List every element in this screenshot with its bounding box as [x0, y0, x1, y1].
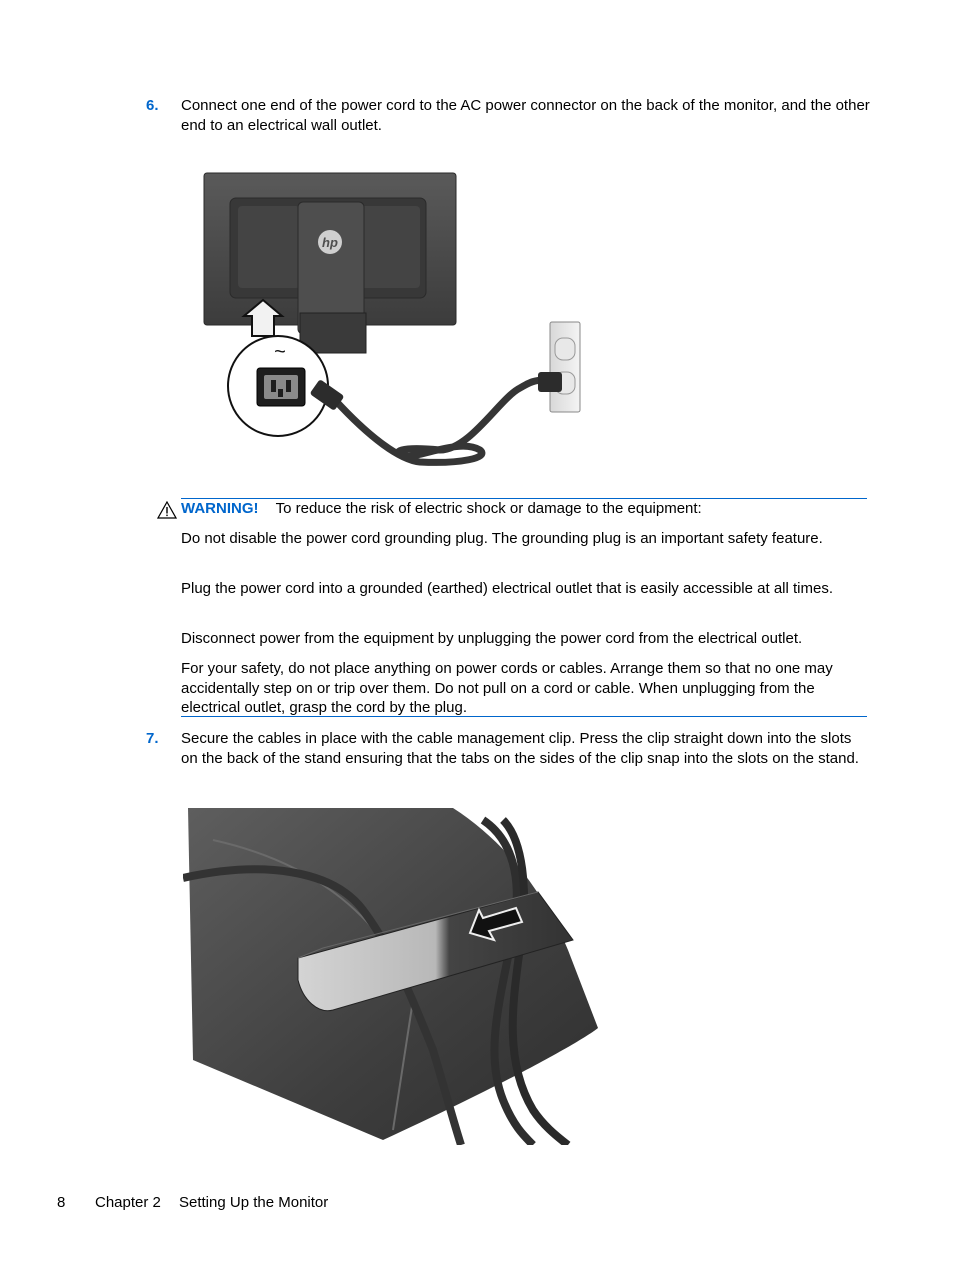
warning-bottom-rule — [181, 716, 867, 717]
monitor-power-figure — [200, 168, 590, 473]
warning-icon — [157, 501, 177, 519]
step-7-text: Secure the cables in place with the cable management clip. Press the clip straight down into the slots on the back of the stand ensuring that the tabs on the sides of the clip snap into the slots on the stand. — [181, 730, 859, 767]
chapter-title: Setting Up the Monitor — [179, 1194, 329, 1211]
warning-item-1: Do not disable the power cord grounding plug. The grounding plug is an important safety feature. — [181, 530, 823, 547]
step-7-number: 7. — [146, 730, 159, 747]
power-cord — [335, 380, 545, 462]
page-number: 8 — [57, 1194, 66, 1211]
wall-outlet — [550, 322, 580, 412]
step-6-number: 6. — [146, 97, 159, 114]
warning-heading — [181, 499, 702, 519]
warning-item-3: Disconnect power from the equipment by unplugging the power cord from the electrical outlet. — [181, 630, 803, 647]
warning-item-4: For your safety, do not place anything on power cords or cables. Arrange them so that no one may accidentally step on or trip over them. Do not pull on a cord or cable. When unplugging from the electrical outlet, grasp the cord by the plug. — [181, 660, 833, 716]
warning-intro: To reduce the risk of electric shock or damage to the equipment: — [275, 500, 702, 517]
cable-clip-figure — [183, 800, 603, 1145]
warning-item-2: Plug the power cord into a grounded (earthed) electrical outlet that is easily accessible at all times. — [181, 580, 834, 597]
ac-symbol: ~ — [274, 341, 286, 363]
chapter-label: Chapter 2 — [95, 1194, 161, 1211]
step-6-text: Connect one end of the power cord to the AC power connector on the back of the monitor, and the other end to an electrical wall outlet. — [181, 97, 870, 134]
warning-label: WARNING! — [181, 500, 259, 517]
hp-logo: hp — [322, 235, 338, 250]
